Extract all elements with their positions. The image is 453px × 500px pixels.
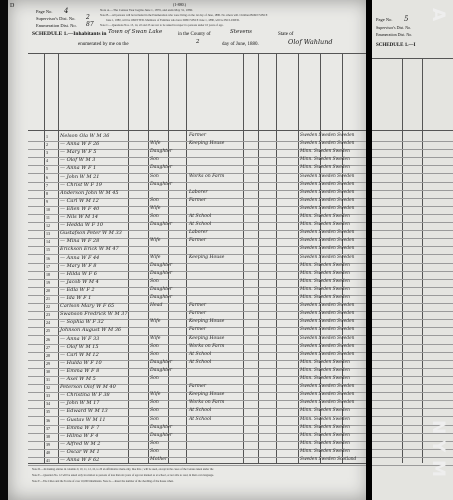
right-schedule-title: SCHEDULE 1.—I [376,43,416,48]
footer-note-d: Note D.—In making entries in columns 9, 10, 11, 12, 16, to 20 an affirmative mark only, like this /, will be used, except in the cases of the Census taken under the [32,468,214,471]
row-birthplace: Minn. Sweden Sweden [300,262,350,268]
page-no-value: 4 [64,7,69,15]
right-table-top [372,58,453,59]
note-a: Note A.—The Census Year begins June 1, 1879, and ends May 31, 1880. [100,8,193,12]
right-row-rule [372,311,453,312]
row-occupation: At School [189,222,212,228]
row-birthplace: Minn. Sweden Sweden [300,440,350,446]
right-row-rule [372,368,453,369]
row-line-number: 20 [46,287,50,293]
row-relation: Son [150,278,159,284]
right-row-rule [372,295,453,296]
right-row-rule [372,141,453,142]
right-row-rule [372,457,453,458]
row-birthplace: Sweden Sweden Sweden [300,246,355,252]
row-relation: Son [150,376,159,381]
supervisor-label: Supervisor's Dist. No. [36,16,76,21]
row-relation: Son [150,173,159,179]
row-relation: Son [150,448,159,454]
row-relation: Daughter [150,286,173,292]
row-birthplace: Minn. Sweden Sweden [300,165,350,171]
right-col-rule [402,58,403,463]
table-header-top [28,53,368,54]
row-birthplace: Sweden Sweden Sweden [300,230,355,236]
row-line-number: 25 [46,328,50,334]
row-birthplace: Sweden Sweden Sweden [300,384,355,390]
right-row-rule [372,416,453,417]
right-col-rule-2 [422,58,423,463]
row-line-number: 11 [46,215,50,220]
schedule-title: SCHEDULE 1.—Inhabitants in [32,31,107,37]
right-row-rule [372,327,453,328]
row-occupation: At School [189,359,212,365]
row-person: — Christina W F 38 [60,392,110,399]
row-birthplace: Sweden Sweden Sweden [300,205,355,211]
note-b-cont: June 1, 1880, will be OMITTED. Members of Families who have DIED SINCE June 1, 1880, will be INCLUDED. [106,18,240,22]
right-row-rule [372,254,453,255]
row-birthplace: Sweden Sweden Sweden [300,141,355,147]
right-row-rule [372,279,453,280]
row-occupation: Farmer [189,303,207,309]
right-table-header-bottom [372,130,453,131]
row-person: — Ellen W F 40 [60,205,100,212]
row-birthplace: Sweden Sweden Sweden [300,392,355,398]
row-occupation: Works on Farm [189,343,225,349]
row-line-number: 27 [46,344,50,350]
right-row-rule [372,335,453,336]
row-occupation: Farmer [189,197,207,203]
top-stamp: (1-880.) [173,2,186,7]
row-line-number: 31 [46,377,50,382]
right-row-rule [372,182,453,183]
row-person: — Emma W F 8 [60,367,100,374]
row-person: Swanson Fredrick W M 37 [60,311,128,318]
row-relation: Wife [150,205,161,211]
row-relation: Daughter [150,432,173,438]
row-birthplace: Minn. Sweden Sweden [300,295,350,300]
row-person: — Edla W F 2 [60,286,95,293]
row-occupation: At School [189,214,212,219]
day-value: 2 [196,39,200,45]
row-line-number: 40 [46,449,50,455]
row-birthplace: Sweden Sweden Sweden [300,400,355,406]
row-line-number: 22 [46,304,50,310]
row-line-number: 41 [46,458,50,463]
right-row-rule [372,319,453,320]
row-line-number: 36 [46,417,50,423]
row-birthplace: Sweden Sweden Sweden [300,133,355,138]
row-birthplace: Sweden Sweden Sweden [300,189,355,195]
row-person: — Hilda W F 6 [60,270,97,277]
right-row-rule [372,303,453,304]
col-rule-4 [148,53,149,463]
row-person: — Anna W F 44 [60,254,100,261]
supervisor-value: 2 [86,14,90,21]
right-row-rule [372,198,453,199]
row-line-number: 8 [46,190,48,196]
row-relation: Son [150,157,159,163]
corner-mark: D [10,3,15,9]
row-birthplace: Sweden Sweden Sweden [300,238,355,244]
row-relation: Head [150,303,163,309]
row-relation: Daughter [150,295,173,300]
row-person: Nelson Ola W M 36 [60,133,110,139]
row-birthplace: Minn. Sweden Sweden [300,448,350,454]
row-relation: Son [150,343,159,349]
right-row-rule [372,238,453,239]
row-occupation: Farmer [189,384,207,390]
row-relation: Son [150,351,159,357]
row-birthplace: Sweden Sweden Sweden [300,335,355,341]
col-rule-8 [258,53,259,463]
row-birthplace: Sweden Sweden Sweden [300,173,355,179]
row-person: — Hulda W F 10 [60,359,102,366]
row-person: Peterson Olof W M 40 [60,384,116,391]
row-person: — Axel W M 5 [60,376,96,382]
enumerator-label: Enumeration Dist. No. [36,23,77,28]
row-relation: Mother [150,457,168,462]
col-rule-9 [276,53,277,463]
row-relation: Wife [150,254,161,260]
enumerator-signature: Olof Wahlund [288,38,333,46]
row-person: — Nils W M 14 [60,214,99,220]
row-relation: Daughter [150,181,173,187]
film-mark-n: N [428,420,448,437]
row-occupation: Works on Farm [189,400,225,406]
right-row-rule [372,222,453,223]
film-mark-a: A [428,8,448,24]
county-value: Stevens [230,29,252,35]
page-no-label: Page No. [36,9,53,14]
row-birthplace: Sweden Sweden Sweden [300,311,355,317]
row-person: Johnson August W M 36 [60,327,122,334]
row-person: — Mary W F 8 [60,262,97,269]
row-relation: Daughter [150,165,173,171]
row-line-number: 3 [46,150,48,156]
col-rule-1 [44,53,45,463]
right-row-rule [372,287,453,288]
row-relation: Wife [150,392,161,398]
row-person: Gustafson Peter W M 33 [60,230,122,237]
row-birthplace: Sweden Sweden Sweden [300,303,355,309]
row-person: — Anna W F 62 [60,457,100,463]
row-occupation: Farmer [189,238,207,244]
row-birthplace: Minn. Sweden Sweden [300,359,350,365]
right-row-rule [372,149,453,150]
row-person: — Edward W M 13 [60,408,108,415]
row-line-number: 15 [46,247,50,253]
row-person: — Sophia W F 32 [60,319,104,326]
row-line-number: 39 [46,441,50,447]
row-person: — Olof W M 15 [60,343,99,350]
row-occupation: Works on Farm [189,173,225,179]
row-occupation: Farmer [189,327,207,333]
row-relation: Daughter [150,149,173,155]
row-line-number: 28 [46,352,50,358]
row-person: — Gustav W M 11 [60,416,106,423]
row-birthplace: Minn. Sweden Sweden [300,432,350,438]
col-rule-5 [168,53,169,463]
row-birthplace: Minn. Sweden Sweden [300,286,350,292]
row-relation: Son [150,214,159,219]
row-line-number: 2 [46,142,48,148]
row-line-number: 4 [46,158,48,164]
row-birthplace: Minn. Sweden Sweden [300,416,350,422]
right-row-rule [372,384,453,385]
right-page-no-value: 5 [404,15,409,23]
right-row-rule [372,214,453,215]
row-line-number: 16 [46,255,50,261]
row-birthplace: Sweden Sweden Sweden [300,327,355,333]
row-occupation: Laborer [189,230,208,236]
row-person: — Anna W F 26 [60,141,100,148]
row-occupation: At School [189,416,212,422]
right-row-rule [372,344,453,345]
row-line-number: 7 [46,182,48,188]
row-line-number: 6 [46,174,48,180]
row-occupation: Keeping House [189,254,225,260]
right-row-rule [372,246,453,247]
row-occupation: Keeping House [189,392,225,398]
row-line-number: 14 [46,239,50,245]
right-supervisor-label: Supervisor's Dist. No. [376,25,412,30]
row-birthplace: Sweden Sweden Sweden [300,181,355,187]
row-relation: Son [150,197,159,203]
row-line-number: 19 [46,279,50,285]
row-birthplace: Minn. Sweden Sweden [300,214,350,219]
row-birthplace: Minn. Sweden Sweden [300,270,350,276]
right-row-rule [372,206,453,207]
right-enumerator-label: Enumeration Dist. No. [376,32,413,37]
col-rule-7 [243,53,244,463]
row-line-number: 21 [46,296,50,301]
row-occupation: Keeping House [189,319,225,325]
row-line-number: 32 [46,385,50,391]
row-person: — Christ W F 19 [60,181,102,188]
row-line-number: 34 [46,401,50,407]
row-occupation: Keeping House [189,335,225,341]
row-line-number: 17 [46,263,50,269]
enumerated-label: enumerated by me on the [78,42,129,47]
row-line-number: 38 [46,433,50,439]
row-birthplace: Sweden Sweden Scotland [300,457,357,462]
row-person: — Carl W M 12 [60,351,99,358]
row-birthplace: Minn. Sweden Sweden [300,157,350,163]
right-row-rule [372,400,453,401]
col-rule-2 [58,53,59,463]
row-relation: Daughter [150,262,173,268]
footer-note-f: Note F.—The Cities and the Towns of over 10,000 inhabitants. Note G.—Insert the number of the dwelling of the house when. [32,480,174,483]
row-relation: Wife [150,335,161,341]
row-line-number: 18 [46,271,50,277]
row-person: — John W M 21 [60,173,100,180]
row-birthplace: Sweden Sweden Sweden [300,319,355,325]
right-row-rule [372,173,453,174]
row-relation: Wife [150,141,161,147]
row-line-number: 30 [46,368,50,374]
county-label: in the County of [178,32,211,37]
row-person: — Oscar W M 1 [60,448,100,455]
row-relation: Son [150,416,159,422]
row-person: — Carl W M 12 [60,197,99,204]
right-row-rule [372,230,453,231]
row-relation: Wife [150,319,161,325]
right-row-rule [372,157,453,158]
row-person: — Hedda W F 10 [60,222,104,229]
census-left-page [8,0,369,500]
enumerator-value: 87 [86,21,94,28]
row-birthplace: Minn. Sweden Sweden [300,149,350,155]
row-occupation: At School [189,351,212,357]
row-line-number: 12 [46,223,50,229]
row-person: — Jacob W M 4 [60,278,99,285]
row-relation: Daughter [150,270,173,276]
row-line-number: 13 [46,231,50,237]
right-page-no-label: Page No. [376,17,393,22]
row-person: — John W M 17 [60,400,100,407]
row-person: Erickson Erick W M 47 [60,246,119,253]
row-line-number: 23 [46,312,50,318]
row-occupation: Laborer [189,189,208,195]
row-line-number: 37 [46,425,50,431]
row-birthplace: Minn. Sweden Sweden [300,367,350,373]
row-line-number: 33 [46,393,50,399]
col-rule-3 [128,53,129,463]
note-c: Note C.—Questions Nos. 13, 14, 22 and 23 are not to be asked in respect to persons under 10 years of age. [100,23,224,27]
row-person: — Alfred W M 2 [60,440,101,447]
row-relation: Son [150,400,159,406]
row-birthplace: Minn. Sweden Sweden [300,408,350,414]
col-rule-6 [186,53,187,463]
day-label: day of June, 1880. [222,42,259,47]
row-line-number: 10 [46,206,50,212]
right-row-rule [372,165,453,166]
row-birthplace: Sweden Sweden Sweden [300,351,355,357]
col-rule-10 [298,53,299,463]
schedule-place: Town of Swan Lake [108,29,163,35]
row-relation: Daughter [150,367,173,373]
row-relation: Daughter [150,222,173,228]
row-person: — Anna W F 33 [60,335,100,342]
row-person: — Hilma W F 4 [60,432,99,439]
row-line-number: 1 [46,134,48,139]
row-line-number: 9 [46,198,48,204]
row-occupation: Keeping House [189,141,225,147]
row-birthplace: Minn. Sweden Sweden [300,278,350,284]
film-mark-m: M [428,460,448,479]
right-row-rule [372,263,453,264]
state-label: State of [278,32,294,37]
row-person: — Mary W F 5 [60,149,97,156]
right-row-rule [372,190,453,191]
right-row-rule [372,360,453,361]
row-line-number: 24 [46,320,50,326]
table-header-bottom [28,130,368,131]
row-person: — Mina W F 28 [60,238,100,245]
row-person: Anderson John W M 45 [60,189,119,196]
right-row-rule [372,408,453,409]
row-person: Carlson Mary W F 65 [60,303,115,310]
right-row-rule [372,352,453,353]
row-birthplace: Minn. Sweden Sweden [300,424,350,430]
row-person: — Anna W F 1 [60,165,97,172]
row-rule [28,465,368,466]
right-row-rule [372,392,453,393]
row-line-number: 5 [46,166,48,172]
right-row-rule [372,271,453,272]
row-occupation: At School [189,408,212,414]
row-person: — Ida W F 1 [60,295,92,301]
row-occupation: Farmer [189,311,207,317]
row-relation: Son [150,408,159,414]
right-row-rule [372,376,453,377]
note-b: Note B.—All persons will be included in the Enumeration who were living on the 1st day of June, 1880. No others will. Children BORN SINCE [100,13,268,17]
row-person: — Emma W F 7 [60,424,100,431]
row-relation: Son [150,440,159,446]
row-relation: Daughter [150,359,173,365]
row-line-number: 35 [46,409,50,415]
film-mark-y: Y [428,440,448,455]
row-birthplace: Sweden Sweden Sweden [300,197,355,203]
row-occupation: Farmer [189,133,207,138]
row-birthplace: Minn. Sweden Sweden [300,376,350,381]
table-bottom [28,463,368,464]
row-birthplace: Sweden Sweden Sweden [300,254,355,260]
footer-note-e: Note E.—Question No. 12 will be asked only in relation to persons of less than six years of age not marked as at school, or not able to read, in their own language. [32,474,214,477]
row-birthplace: Minn. Sweden Sweden [300,222,350,228]
row-birthplace: Sweden Sweden Sweden [300,343,355,349]
row-person: — Olof W M 3 [60,157,96,164]
row-line-number: 26 [46,336,50,342]
row-relation: Daughter [150,424,173,430]
row-line-number: 29 [46,360,50,366]
row-relation: Wife [150,238,161,244]
